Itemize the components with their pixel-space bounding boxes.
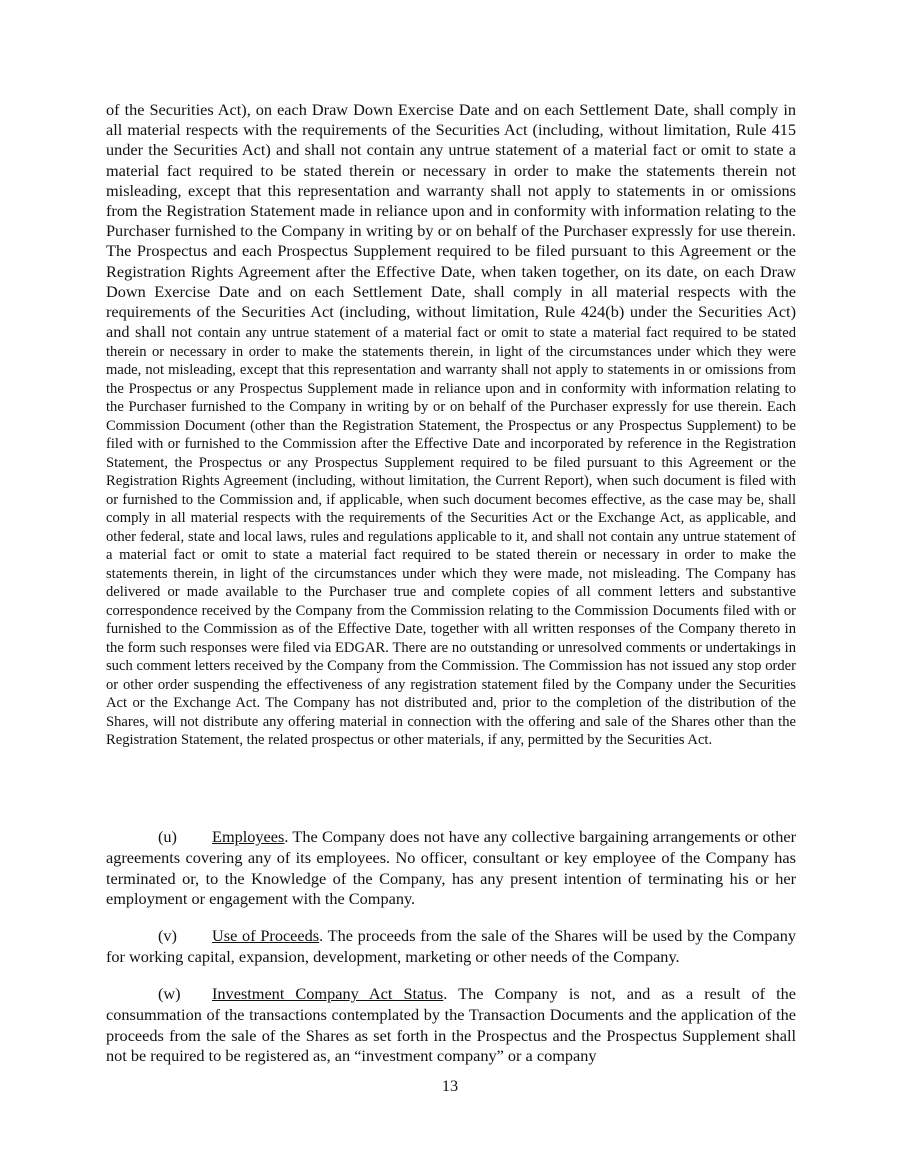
- section-u-body: . The Company does not have any collective bargaining arrangements or other agreements covering any of its employees. No officer, consultant or key employee of the Company has terminated or, to the Knowledge of the Company, has any present intention of terminating his or her employment or engagement with the Company.: [106, 827, 796, 909]
- section-v-body: . The proceeds from the sale of the Shares will be used by the Company for working capital, expansion, development, marketing or other needs of the Company.: [106, 926, 797, 966]
- continuation-paragraph: [106, 100, 796, 750]
- section-v-label: (v): [158, 926, 177, 945]
- section-u-label: (u): [158, 827, 177, 846]
- section-v-title: Use of Proceeds: [212, 926, 320, 945]
- section-w-title: Investment Company Act Status: [212, 984, 444, 1003]
- section-v-paragraph: [106, 926, 796, 968]
- section-w-body: . The Company is not, and as a result of the consummation of the transactions contemplated by the Transaction Documents and the application of the proceeds from the sale of the Shares as set forth in the Prospectus and the Prospectus Supplement shall not be required to be registered as, an “investment company” or a company: [106, 984, 797, 1066]
- section-w-label: (w): [158, 984, 181, 1003]
- continuation-text-small: contain any untrue statement of a material fact or omit to state a material fact required to be stated therein or necessary in order to make the statements therein, in light of the circumstances under which they were made, not misleading, except that this representation and warranty shall not apply to statements in or omissions from the Prospectus or any Prospectus Supplement made in reliance upon and in conformity with information relating to the Purchaser furnished to the Company in writing by or on behalf of the Purchaser expressly for use therein. Each Commission Document (other than the Registration Statement, the Prospectus or any Prospectus Supplement) to be filed with or furnished to the Commission after the Effective Date and incorporated by reference in the Registration Statement, the Prospectus or any Prospectus Supplement required to be filed pursuant to this Agreement or the Registration Rights Agreement (including, without limitation, the Current Report), when such document is filed with or furnished to the Commission and, if applicable, when such document becomes effective, as the case may be, shall comply in all material respects with the requirements of the Securities Act or the Exchange Act, as applicable, and other federal, state and local laws, rules and regulations applicable to it, and shall not contain any untrue statement of a material fact or omit to state a material fact required to be stated therein or necessary in order to make the statements therein, in light of the circumstances under which they were made, not misleading. The Company has delivered or made available to the Purchaser true and complete copies of all comment letters and substantive correspondence received by the Company from the Commission relating to the Commission Documents filed with or furnished to the Commission as of the Effective Date, together with all written responses of the Company thereto in the form such responses were filed via EDGAR. There are no outstanding or unresolved comments or undertakings in such comment letters received by the Company from the Commission. The Commission has not issued any stop order or other order suspending the effectiveness of any registration statement filed by the Company under the Securities Act or the Exchange Act. The Company has not distributed and, prior to the completion of the distribution of the Shares, will not distribute any offering material in connection with the offering and sale of the Shares other than the Registration Statement, the related prospectus or other materials, if any, permitted by the Securities Act.: [106, 325, 797, 749]
- section-u-paragraph: [106, 827, 796, 910]
- section-w-paragraph: [106, 984, 796, 1067]
- page-number: 13: [441, 1076, 459, 1095]
- continuation-text-large: of the Securities Act), on each Draw Down Exercise Date and on each Settlement Date, shall comply in all material respects with the requirements of the Securities Act (including, without limitation, Rule 415 under the Securities Act) and shall not contain any untrue statement of a material fact or omit to state a material fact required to be stated therein or necessary in order to make the statements therein not misleading, except that this representation and warranty shall not apply to statements in or omissions from the Registration Statement made in reliance upon and in conformity with information relating to the Purchaser furnished to the Company in writing by or on behalf of the Purchaser expressly for use therein. The Prospectus and each Prospectus Supplement required to be filed pursuant to this Agreement or the Registration Rights Agreement after the Effective Date, when taken together, on its date, on each Draw Down Exercise Date and on each Settlement Date, shall comply in all material respects with the requirements of the Securities Act (including, without limitation, Rule 424(b) under the Securities Act) and shall not: [106, 100, 796, 342]
- section-u-title: Employees: [212, 827, 285, 846]
